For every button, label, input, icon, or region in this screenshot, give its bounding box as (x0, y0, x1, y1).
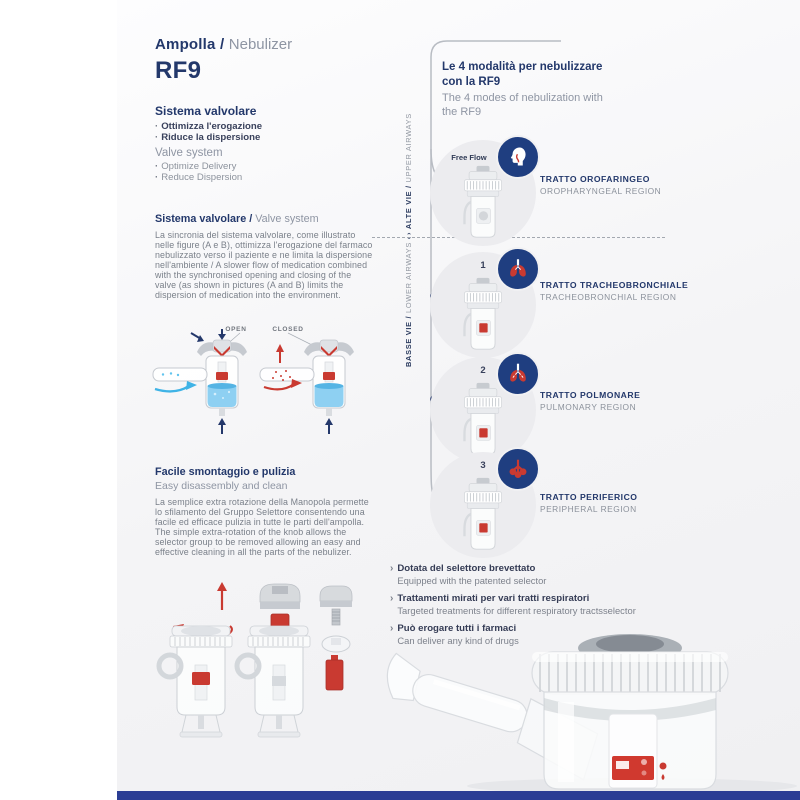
nebulizer-top-illustration (458, 164, 508, 240)
upper-airways-label (404, 113, 413, 235)
knob-with-screw (320, 586, 352, 625)
chevron-right-icon: › (390, 563, 394, 574)
closed-label: CLOSED (272, 326, 304, 333)
feature-en: Targeted treatments for different respiratory tractsselector (397, 604, 636, 616)
list-item (155, 162, 385, 173)
nebulizer-cup-with-selector (159, 626, 232, 737)
feature-it: Trattamenti mirati per vari tratti respiratori (397, 593, 590, 604)
mode-title-it: TRATTO POLMONARE (540, 390, 641, 400)
mode-title-en: PULMONARY REGION (540, 401, 637, 412)
disassembly-body: La semplice extra rotazione della Manopola permette lo sfilamento del Gruppo Selettore consentendo una facile ed efficace pulizia in tutte le parti dell'ampolla. The simple extra-rotation of the knob allows the selector group to be removed allowing an easy and effective cleaning in all the parts of the nebulizer. (155, 497, 369, 557)
valve-summary-heading-en: Valve system (155, 147, 223, 159)
lungs-deep-icon (496, 352, 540, 396)
mode-text (540, 390, 702, 412)
valve-detail-body: La sincronia del sistema valvolare, come illustrato nelle figure (A e B), ottimizza l'erogazione del farmaco nebulizzato verso il paziente e ne limita la dispersione nell'ambiente / A slower flow of medication combined with the synchronised opening and closing of the valve (as shown in pictures (A and B) limits the dispersion of medication into the environment. (155, 230, 373, 300)
label-en: LOWER AIRWAYS (404, 242, 413, 313)
nebulizer-top-illustration (458, 276, 508, 352)
disassembly-illustration (150, 580, 395, 778)
open-label: OPEN (225, 326, 247, 333)
valve-spacer-part (322, 636, 350, 652)
list-item (155, 133, 385, 144)
label-it: ALTE VIE / (404, 185, 413, 230)
mode-title-it: TRATTO OROFARINGEO (540, 174, 650, 184)
product-title (155, 36, 292, 54)
bullet-text: · Riduce la dispersione (161, 131, 261, 143)
feature-it: Può erogare tutti i farmaci (397, 623, 517, 634)
bullet-text: · Reduce Dispersion (161, 171, 243, 183)
head-airway-icon (496, 135, 540, 179)
closed-flow-arrow (264, 384, 294, 389)
modes-heading-it: Le 4 modalità per nebulizzare con la RF9 (442, 61, 603, 88)
footer-bar (117, 791, 800, 800)
lungs-icon (496, 247, 540, 291)
modes-heading (442, 60, 620, 119)
list-item (155, 122, 385, 133)
chevron-right-icon: › (390, 593, 394, 604)
label-it: BASSE VIE / (404, 315, 413, 367)
valve-detail-section (155, 213, 373, 300)
mode-polmonare (430, 357, 770, 467)
valve-summary-section (155, 104, 385, 183)
selector-position-label: 3 (480, 460, 486, 471)
mode-tracheobronchiale (430, 252, 770, 362)
chevron-right-icon: › (390, 623, 394, 634)
heading-it: Sistema valvolare / (155, 213, 253, 225)
product-name-it: Ampolla / (155, 36, 225, 53)
selector-position-label: 1 (480, 260, 486, 271)
selector-part (326, 655, 343, 690)
divider-arrow-icon: › (404, 231, 413, 235)
heading-en: Valve system (255, 213, 319, 225)
divider-arrow-icon: ‹ (404, 236, 413, 240)
mode-orofaringeo (430, 140, 770, 250)
lower-airways-label (404, 236, 413, 367)
feature-en: Equipped with the patented selector (397, 574, 547, 586)
selector-position-label: 2 (480, 365, 486, 376)
valve-open-closed-diagram (148, 322, 403, 450)
product-photo (382, 628, 800, 791)
mode-text (540, 280, 702, 302)
list-item (155, 173, 385, 184)
bullet-text: · Ottimizza l'erogazione (161, 121, 263, 132)
product-name-en: Nebulizer (228, 36, 293, 53)
mode-periferico (430, 452, 770, 562)
feature-it: Dotata del selettore brevettato (397, 563, 536, 574)
heading-it: Facile smontaggio e pulizia (155, 466, 296, 478)
model-name: RF9 (155, 57, 202, 84)
valve-detail-heading (155, 213, 373, 226)
list-item (390, 563, 690, 586)
disassembly-heading (155, 466, 375, 493)
valve-summary-heading-it: Sistema valvolare (155, 104, 257, 118)
nebulizer-top-illustration (458, 381, 508, 457)
modes-heading-en: The 4 modes of nebulization with the RF9 (442, 92, 603, 118)
mode-text (540, 174, 702, 196)
page-title (155, 36, 292, 85)
mode-title-it: TRATTO PERIFERICO (540, 492, 638, 502)
list-item (390, 593, 690, 616)
mode-text (540, 492, 702, 514)
disassembly-section (155, 466, 375, 557)
feature-en: Can deliver any kind of drugs (397, 634, 519, 646)
label-en: UPPER AIRWAYS (404, 113, 413, 183)
mode-title-it: TRATTO TRACHEOBRONCHIALE (540, 280, 689, 290)
inhale-arrow (155, 386, 189, 391)
selector-position-label: Free Flow (451, 153, 487, 162)
heading-en: Easy disassembly and clean (155, 480, 288, 492)
nebulizer-cup-empty (237, 626, 310, 737)
nebulizer-top-illustration (458, 476, 508, 552)
closed-device-illustration (260, 340, 354, 434)
mode-title-en: TRACHEOBRONCHIAL REGION (540, 291, 677, 302)
bullet-text: · Optimize Delivery (161, 161, 237, 172)
open-device-illustration (153, 329, 247, 434)
alveoli-icon (496, 447, 540, 491)
mode-title-en: OROPHARYNGEAL REGION (540, 185, 662, 196)
mode-title-en: PERIPHERAL REGION (540, 503, 637, 514)
